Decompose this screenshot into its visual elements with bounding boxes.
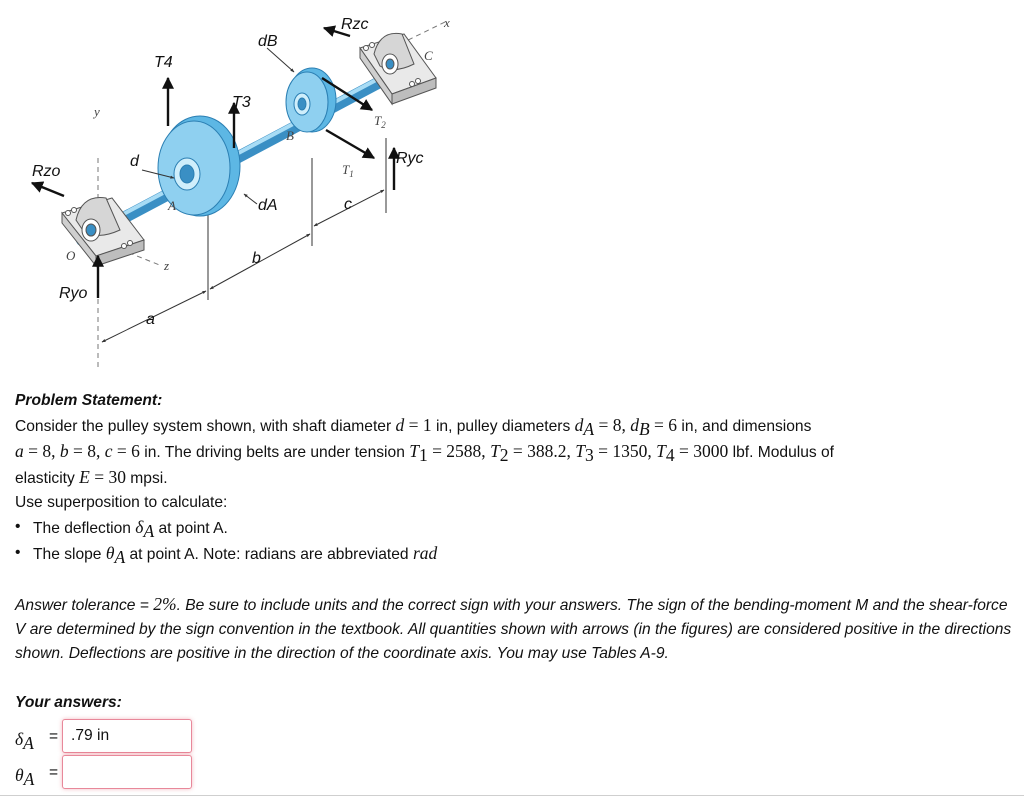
label-z-axis: z — [164, 258, 170, 273]
delta-label: $\delta_A$ — [15, 729, 34, 754]
label-ryo: Ryo — [59, 285, 88, 302]
label-x-axis: x — [444, 15, 450, 30]
label-da: dA — [258, 197, 278, 214]
label-db: dB — [258, 33, 278, 50]
task-deflection: • The deflection $\delta_A$ at point A. — [15, 515, 1015, 541]
problem-content — [15, 389, 1015, 791]
problem-paragraph: Consider the pulley system shown, with shaft diameter d = 1 in, pulley diameters $d_A = 8$, $d_B = 6$ in, and dimensions a = 8, b = 8, c = 6 in. The driving belts are under tension $T_1 = 2588$, $T_2 = 388.2$, $T_3 = 1350$, $T_4 = 3000$ lbf. Modulus of elasticity E = 30 mpsi. — [15, 415, 835, 487]
label-b-point: B — [286, 128, 294, 143]
answers-section — [15, 691, 1015, 791]
tolerance-note: Answer tolerance = 2%. Be sure to include units and the correct sign with your answers. The sign of the bending-moment M and the shear-force V are determined by the sign convention in the textbook. All quantities shown with arrows (in the figures) are considered positive in the directions shown. Deflections are positive in the direction of the coordinate axis. You may use Tables A-9. — [15, 594, 1012, 662]
label-a-dim: a — [146, 311, 155, 328]
label-y-axis: y — [94, 104, 100, 119]
theta-answer-input[interactable] — [62, 755, 192, 789]
pulley-system-figure — [12, 8, 498, 371]
label-ryc: Ryc — [396, 150, 424, 167]
theta-equals: = — [49, 764, 59, 781]
label-rzo: Rzo — [32, 163, 61, 180]
label-t3: T3 — [232, 94, 251, 111]
instruction-text: Use superposition to calculate: — [15, 494, 228, 511]
label-c-point: C — [424, 48, 433, 63]
label-a-point: A — [168, 198, 176, 213]
label-b-dim: b — [252, 250, 261, 267]
theta-label: $\theta_A$ — [15, 765, 35, 790]
label-t4: T4 — [154, 54, 173, 71]
label-c-dim: c — [344, 196, 352, 213]
delta-answer-row — [15, 719, 1015, 755]
label-rzc: Rzc — [341, 16, 369, 33]
bottom-divider — [0, 795, 1024, 796]
label-t1: $T_1$ — [342, 162, 354, 179]
label-o-origin: O — [66, 248, 76, 263]
delta-answer-input[interactable] — [62, 719, 192, 753]
theta-answer-row — [15, 755, 1015, 791]
delta-equals: = — [49, 728, 59, 745]
problem-heading: Problem Statement: — [15, 392, 163, 409]
task-list — [15, 515, 1015, 567]
label-t2: $T_2$ — [374, 113, 386, 130]
task-slope: • The slope $\theta_A$ at point A. Note: radians are abbreviated rad — [15, 541, 1015, 567]
answers-heading: Your answers: — [15, 694, 122, 711]
label-d: d — [130, 153, 139, 170]
